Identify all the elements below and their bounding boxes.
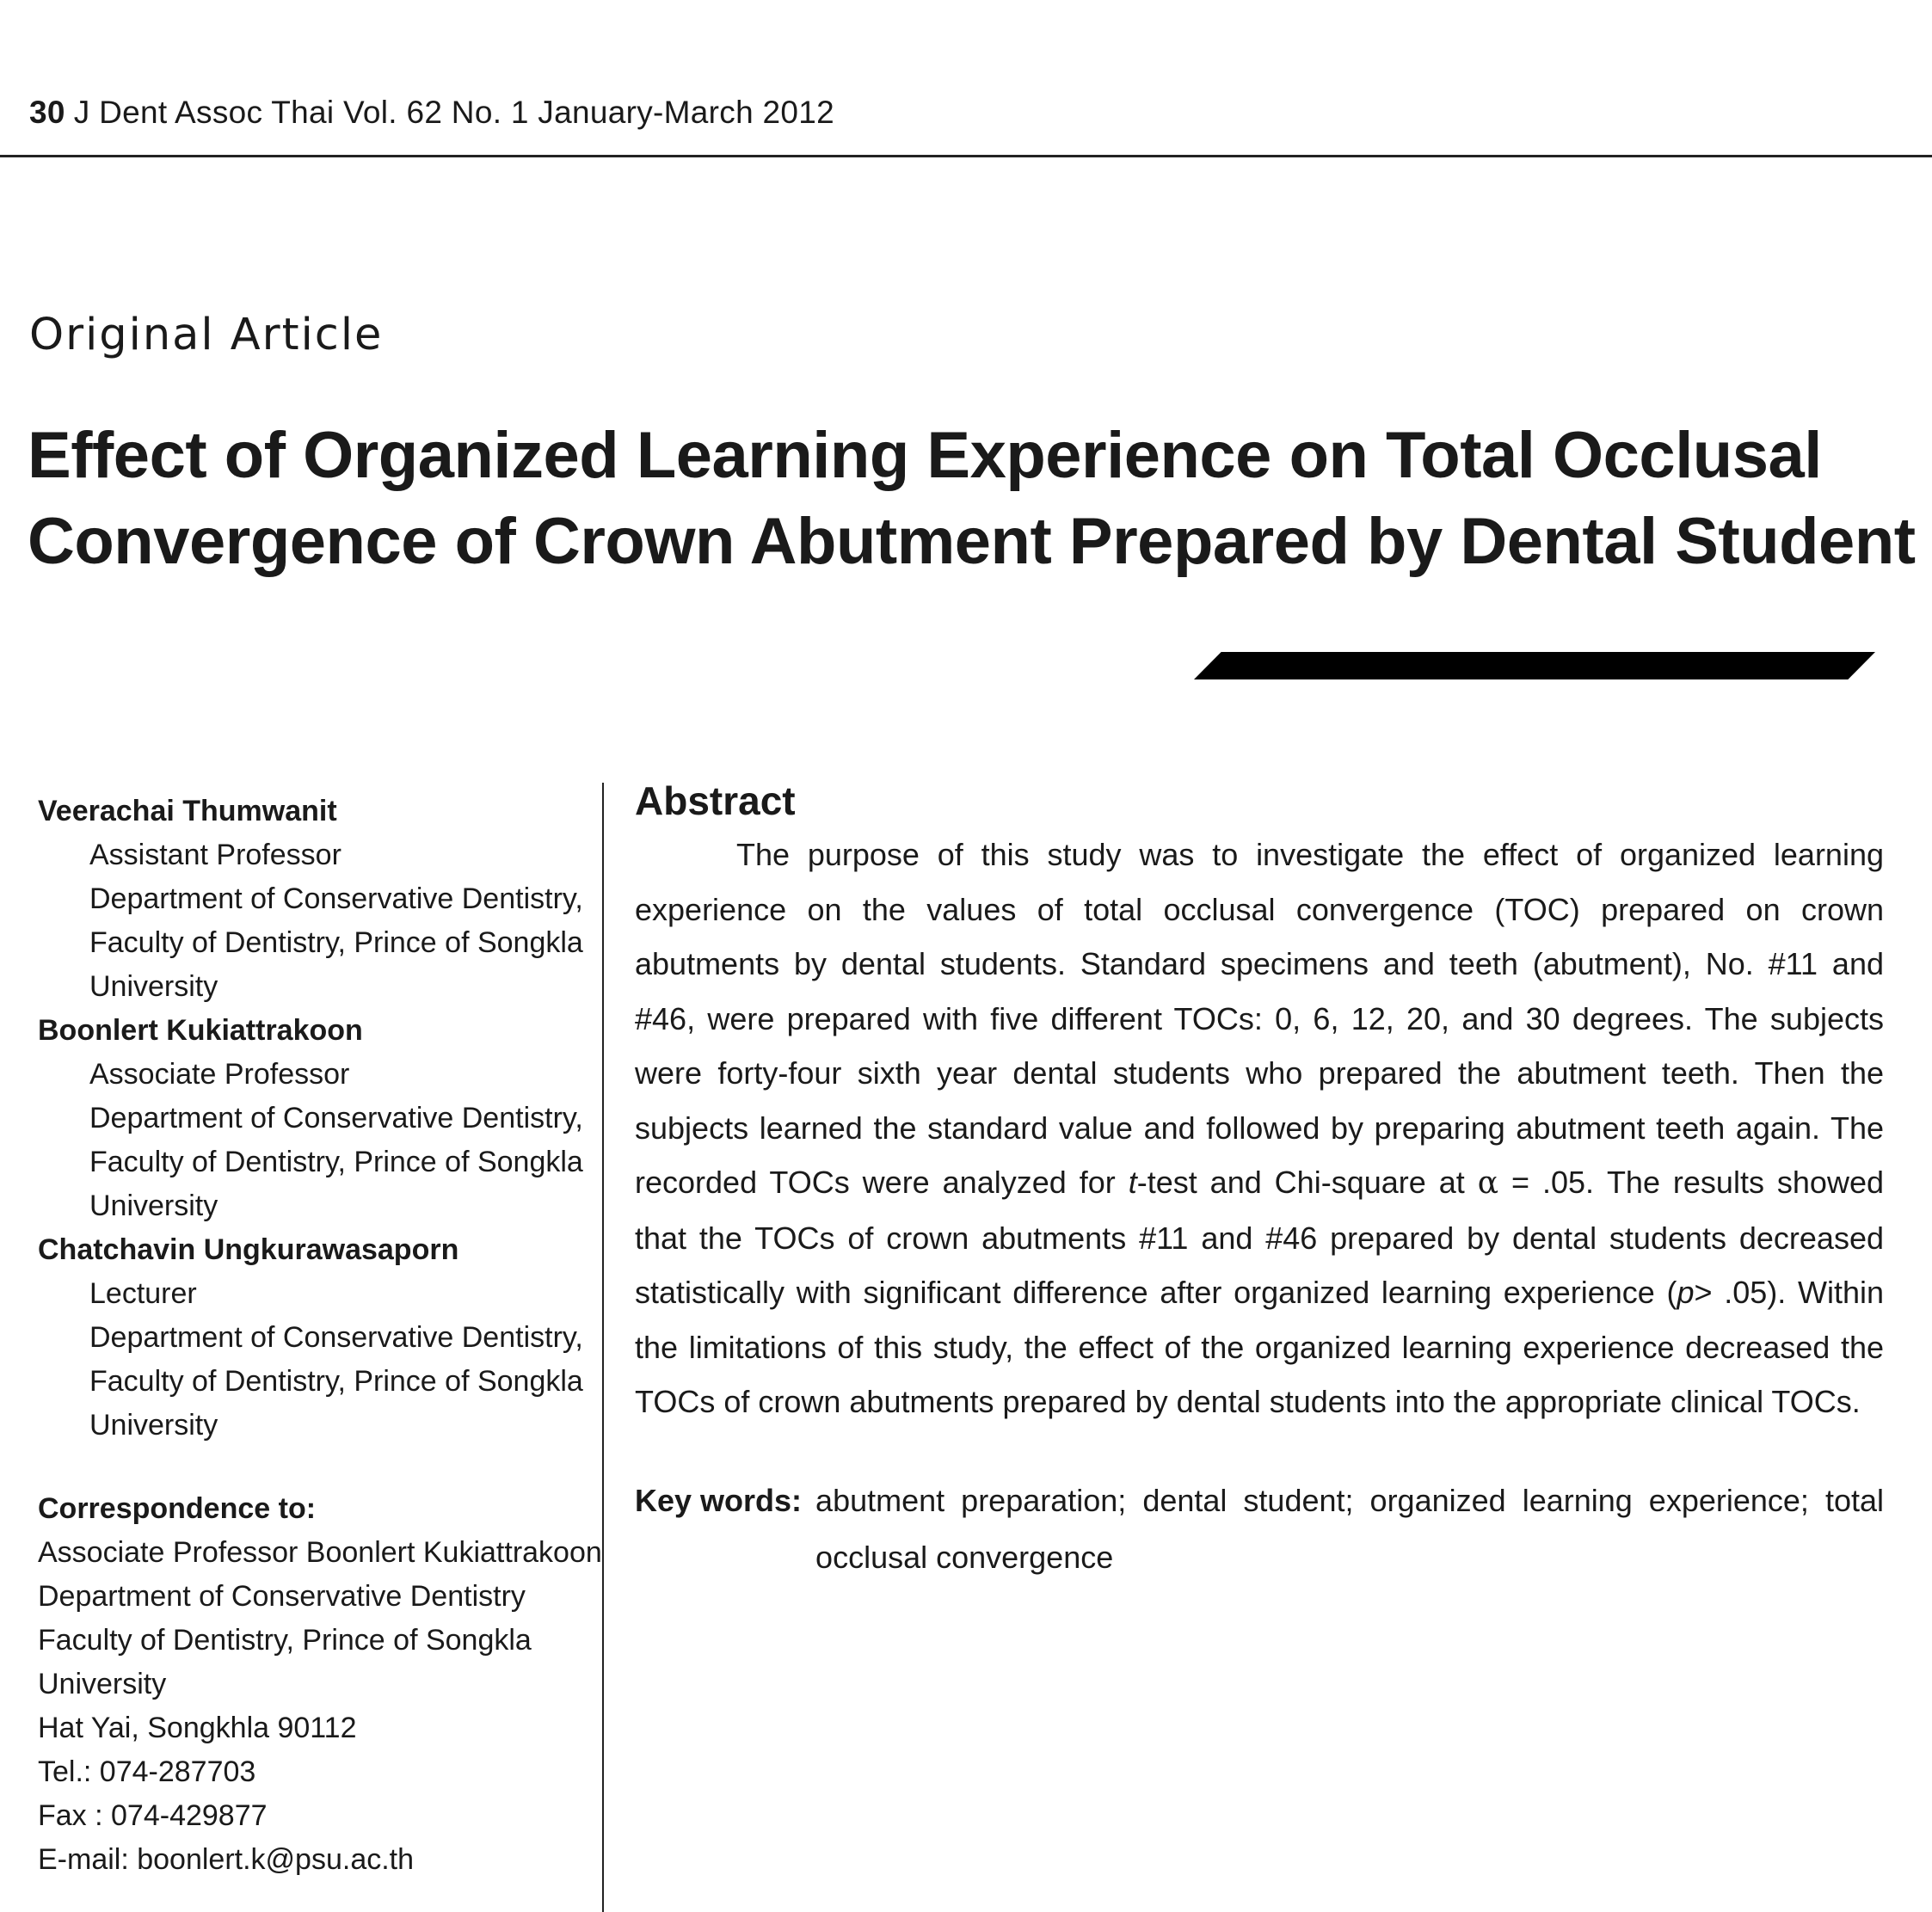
p-symbol: p (1677, 1275, 1695, 1310)
abstract-column (635, 774, 1884, 1586)
title-line-2: Convergence of Crown Abutment Prepared by Dental Student (28, 505, 1916, 578)
author-faculty: Faculty of Dentistry, Prince of Songkla (89, 1365, 583, 1398)
author-university: University (89, 970, 218, 1003)
correspondence-line: Fax : 074-429877 (38, 1799, 268, 1832)
header-rule (0, 155, 1932, 157)
abstract-body (635, 827, 1884, 1429)
correspondence-line: Tel.: 074-287703 (38, 1755, 256, 1788)
author-role: Lecturer (89, 1277, 197, 1310)
running-head (29, 95, 834, 131)
correspondence-line: Department of Conservative Dentistry (38, 1580, 526, 1613)
abstract-text: = .05. The results showed that the TOCs of crown abutments #11 and #46 prepared by dental students decreased statistically with significant difference after organized learning experience ( (635, 1165, 1884, 1310)
keywords (635, 1472, 1884, 1586)
correspondence-heading: Correspondence to: (38, 1492, 317, 1525)
author-block (38, 1228, 606, 1448)
author-faculty: Faculty of Dentistry, Prince of Songkla (89, 1146, 583, 1178)
author-block (38, 1009, 606, 1228)
author-name: Boonlert Kukiattrakoon (38, 1014, 363, 1047)
t-symbol: t (1128, 1165, 1137, 1200)
column-divider (602, 783, 604, 1912)
correspondence-block (38, 1531, 606, 1882)
author-department: Department of Conservative Dentistry, (89, 1102, 583, 1134)
article-title (28, 413, 1920, 585)
author-university: University (89, 1409, 218, 1442)
abstract-text: The purpose of this study was to investigate the effect of organized learning experience on the values of total occlusal convergence (TOC) prepared on crown abutments by dental students. Standard specimens and teeth (abutment), No. #11 and #46, were prepared with five different TOCs: 0, 6, 12, 20, and 30 degrees. The subjects were forty-four sixth year dental students who prepared the abutment teeth. Then the subjects learned the standard value and followed by preparing abutment teeth again. The recorded TOCs were analyzed for (635, 837, 1884, 1200)
title-line-1: Effect of Organized Learning Experience on Total Occlusal (28, 419, 1822, 492)
correspondence-line: University (38, 1668, 167, 1700)
author-faculty: Faculty of Dentistry, Prince of Songkla (89, 926, 583, 959)
abstract-text: -test and Chi-square at (1136, 1165, 1478, 1200)
correspondence-line: Hat Yai, Songkhla 90112 (38, 1712, 357, 1744)
correspondence-email: E-mail: boonlert.k@psu.ac.th (38, 1843, 415, 1876)
author-department: Department of Conservative Dentistry, (89, 1321, 583, 1354)
author-column (38, 790, 606, 1882)
correspondence-line: Faculty of Dentistry, Prince of Songkla (38, 1624, 532, 1657)
alpha-symbol: α (1477, 1165, 1499, 1201)
author-department: Department of Conservative Dentistry, (89, 882, 583, 915)
abstract-heading: Abstract (635, 778, 796, 823)
abstract-text: > .05). Within the limitations of this study, the effect of the organized learning experience decreased the TOCs of crown abutments prepared by dental students into the appropriate clinical TOCs. (635, 1275, 1884, 1419)
author-university: University (89, 1190, 218, 1222)
author-block (38, 790, 606, 1009)
keywords-label: Key words: (635, 1482, 803, 1518)
keywords-text: abutment preparation; dental student; organized learning experience; total occlusal convergence (815, 1482, 1884, 1575)
section-label: Original Article (29, 310, 384, 360)
title-decoration-bar (1194, 652, 1875, 679)
author-role: Assistant Professor (89, 839, 341, 871)
author-role: Associate Professor (89, 1058, 350, 1091)
author-name: Chatchavin Ungkurawasaporn (38, 1233, 459, 1266)
author-name: Veerachai Thumwanit (38, 795, 337, 827)
page-number: 30 (29, 95, 65, 130)
correspondence-line: Associate Professor Boonlert Kukiattrakoon (38, 1536, 602, 1569)
journal-citation: J Dent Assoc Thai Vol. 62 No. 1 January-March 2012 (73, 95, 835, 130)
